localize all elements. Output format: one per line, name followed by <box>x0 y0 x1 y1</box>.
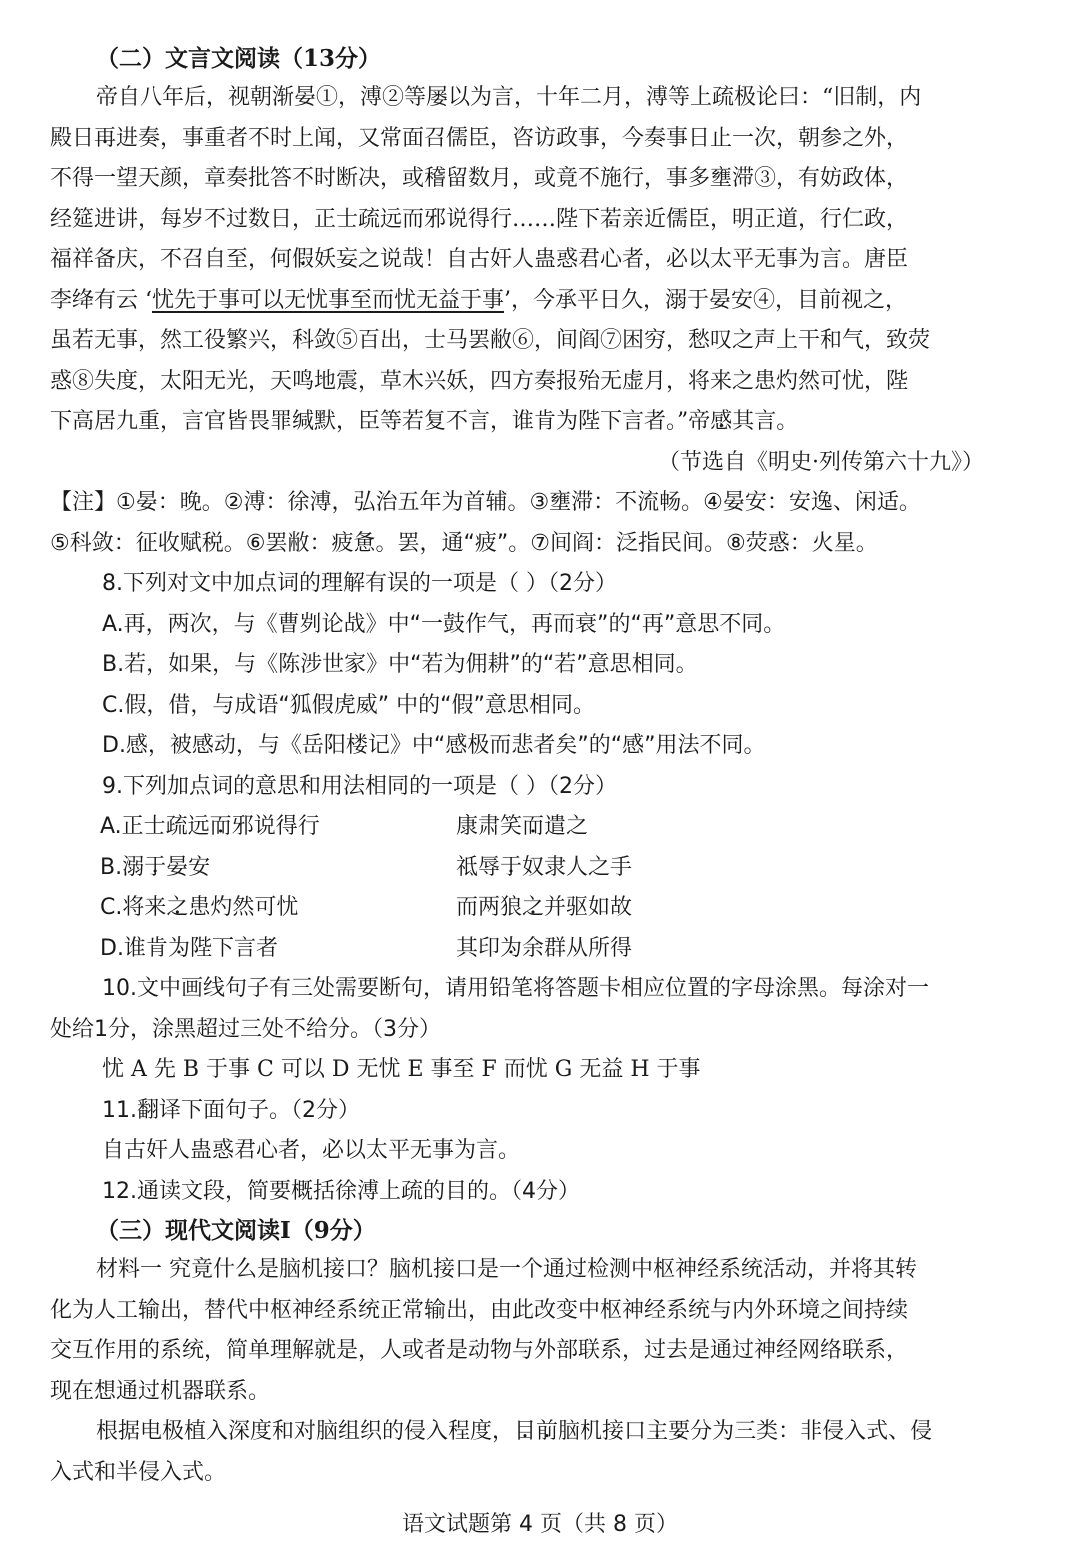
dotted-word: 之 • <box>166 895 188 920</box>
material-line: 根据电极植入深度和对脑组织的侵入程度，目 •前 •脑机接口主 •要 •分为三类：非侵入式、侵 <box>50 1412 1024 1453</box>
section-heading-classical: （二）文言文阅读（13分） <box>96 45 382 72</box>
dotted-word: 为 • <box>500 936 522 961</box>
passage-line: 福祥备庆，不召自至，何假 •妖妄之说哉！自古奸人蛊惑君心者，必以太平无事为言。唐臣 <box>50 240 1024 281</box>
passage-line: 经筵进讲，每岁不过数日，正士疏远而邪说得行……陛下若 •亲近儒臣，明正道，行仁政， <box>50 200 1024 241</box>
notes-line: ⑤科敛：征收赋税。⑥罢敝：疲惫。罢，通“疲”。⑦间阎：泛指民间。⑧荧惑：火星。 <box>50 530 878 556</box>
notes-line: 【注】①晏：晚。②溥：徐溥，弘治五年为首辅。③壅滞：不流畅。④晏安：安逸、闲适。 <box>50 490 921 515</box>
passage-line: 惑⑧失度，太阳无光，天鸣地震，草木兴妖，四方奏报殆无虚月，将来之患灼然可忧，陛 <box>50 368 909 394</box>
question-10-stem: 10.文中画线句子有三处需要断句，请用铅笔将答题卡相应位置的字母涂黑。每涂对一 <box>102 976 929 1001</box>
dotted-word: 之 • <box>522 895 544 920</box>
dotted-word: 前 • <box>536 1419 558 1444</box>
question-9-option-c: C.将来之 •患灼然可忧 而两狼之 •并驱如故 <box>50 888 1024 929</box>
passage-line: 不得一望天颜，章奏批答不时断决，或稽留数月，或竟不施行，事多壅滞③，有妨政体， <box>50 166 909 191</box>
question-8-option-b: B.若，如果，与《陈涉世家》中“若为佣耕”的“若”意思相同。 <box>102 652 698 677</box>
dotted-word: 于 • <box>500 855 522 880</box>
question-9-option-d: D.谁肯为 •陛下言者 其印为 •余群从所得 <box>50 929 1024 970</box>
dotted-word: 目 • <box>514 1419 536 1444</box>
question-9-option-a: A.正士疏远而 •邪说得行 康肃笑而 •遣之 <box>50 807 1024 848</box>
question-8-option-c: C.假，借，与成语“狐假虎威” 中的“假”意思相同。 <box>102 692 595 718</box>
dotted-word: 再 • <box>94 126 116 151</box>
dotted-word: 而 • <box>522 814 544 839</box>
material-line: 现在想通过机器联系。 <box>50 1378 271 1404</box>
question-11-sentence: 自古奸人蛊惑君心者，必以太平无事为言。 <box>102 1138 521 1163</box>
passage-source: （节选自《明史·列传第六十九》） <box>658 449 984 475</box>
passage-line: 下高居九重，言官皆畏罪缄默，臣等若复不言，谁肯为陛下言者。”帝感 •其言。 <box>50 402 1024 443</box>
dotted-word: 为 • <box>168 936 190 961</box>
dotted-word: 于 • <box>144 855 166 880</box>
dotted-word: 感 • <box>710 409 732 434</box>
question-10-stem-cont: 处给1分，涂黑超过三处不给分。（3分） <box>50 1016 441 1042</box>
question-8-stem: 8.下列对文中加点词的理解有误的一项是（ ）（2分） <box>102 571 617 596</box>
question-11-stem: 11.翻译下面句子。（2分） <box>102 1097 360 1123</box>
page-footer: 语文试题第 4 页（共 8 页） <box>402 1512 678 1537</box>
dotted-word: 要 • <box>668 1419 690 1444</box>
question-8-option-d: D.感，被感动，与《岳阳楼记》中“感极而悲者矣”的“感”用法不同。 <box>102 733 766 758</box>
dotted-word: 若 • <box>600 207 622 232</box>
passage-line: 帝自八年后，视朝渐晏①，溥②等屡以为言，十年二月，溥等上疏极论曰：“旧制，内 <box>96 85 922 110</box>
passage-line: 李绛有云 ‘忧先于事可以无忧事至而忧无益于事’，今承平日久，溺于晏安④，目前视之， <box>50 287 908 313</box>
passage-line: 虽若无事，然工役繁兴，科敛⑤百出，士马罢敝⑥，间阎⑦困穷，愁叹之声上干和气，致荧 <box>50 328 931 353</box>
question-10-letters: 忧 A 先 B 于事 C 可以 D 无忧 E 事至 F 而忧 G 无益 H 于事 <box>102 1057 701 1082</box>
dotted-word: 主 • <box>646 1419 668 1444</box>
question-8-option-a: A.再，两次，与《曹刿论战》中“一鼓作气，再而衰”的“再”意思不同。 <box>102 611 786 637</box>
question-9-option-b: B.溺于 •晏安 祗辱于 •奴隶人之手 <box>50 848 1024 889</box>
passage-line: 殿日再 •进奏，事重者不时上闻，又常面召儒臣，咨访政事，今奏事日止一次，朝参之外， <box>50 119 1024 160</box>
section-heading-modern: （三）现代文阅读Ⅰ（9分） <box>96 1217 376 1244</box>
material-line: 材料一 究竟什么是脑机接口？脑机接口是一个通过检测中枢神经系统活动，并将其转 <box>96 1257 917 1282</box>
question-9-stem: 9.下列加点词的意思和用法相同的一项是（ ）（2分） <box>102 773 617 799</box>
underlined-sentence: 忧先于事可以无忧事至而忧无益于事 <box>152 287 505 313</box>
material-line: 入式和半侵入式。 <box>50 1459 227 1485</box>
material-line: 交互作用的系统，简单理解就是，人或者是动物与外部联系，过去是通过神经网络联系， <box>50 1338 909 1363</box>
dotted-word: 假 • <box>292 247 314 272</box>
question-12-stem: 12.通读文段，简要概括徐溥上疏的目的。（4分） <box>102 1178 580 1204</box>
dotted-word: 而 • <box>210 814 232 839</box>
material-line: 化为人工输出，替代中枢神经系统正常输出，由此改变中枢神经系统与内外环境之间持续 <box>50 1297 909 1323</box>
